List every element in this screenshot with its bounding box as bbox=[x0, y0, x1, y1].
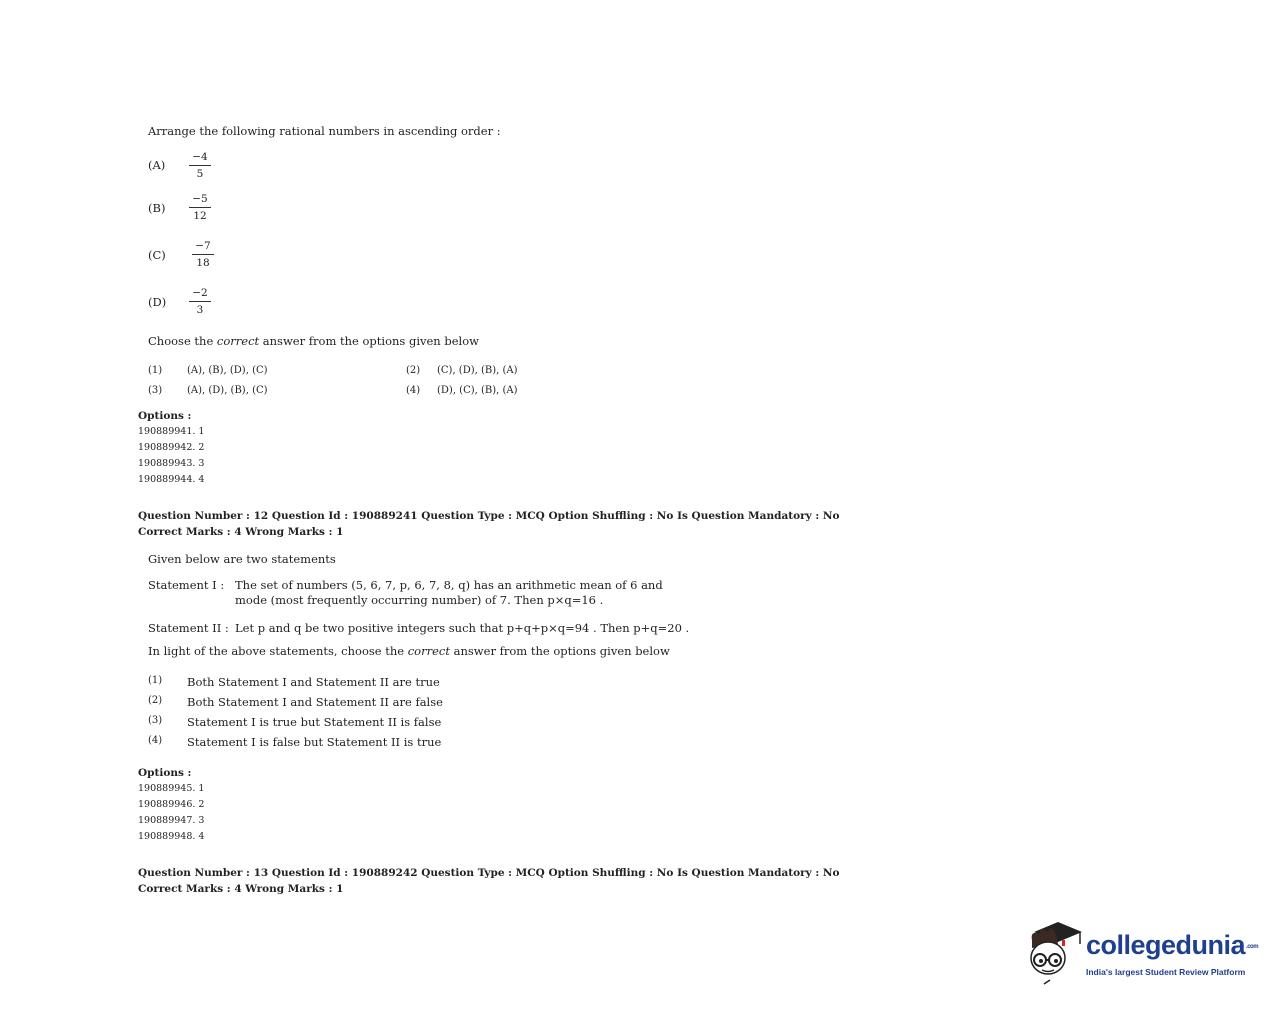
answer-number: (3) bbox=[148, 715, 163, 726]
option-id: 190889943. 3 bbox=[138, 458, 205, 469]
fraction-a bbox=[189, 151, 211, 181]
mascot-icon bbox=[1024, 918, 1086, 988]
question-prompt: Arrange the following rational numbers in ascending order : bbox=[148, 124, 501, 138]
logo-name bbox=[1086, 930, 1258, 961]
answer-number: (2) bbox=[406, 365, 421, 376]
question-meta: Question Number : 12 Question Id : 190889241 Question Type : MCQ Option Shuffling : No Is Question Mandatory : No bbox=[138, 510, 840, 522]
statement-1-line1: The set of numbers (5, 6, 7, p, 6, 7, 8, q) has an arithmetic mean of 6 and bbox=[235, 578, 663, 592]
option-id: 190889946. 2 bbox=[138, 799, 205, 810]
answer-text: Both Statement I and Statement II are false bbox=[187, 695, 443, 709]
item-label-d: (D) bbox=[148, 295, 167, 309]
numerator: −2 bbox=[189, 287, 211, 302]
answer-number: (2) bbox=[148, 695, 163, 706]
answer-number: (1) bbox=[148, 675, 163, 686]
item-label-b: (B) bbox=[148, 201, 166, 215]
statement-2-label: Statement II : bbox=[148, 621, 229, 635]
statement-1-line2: mode (most frequently occurring number) of 7. Then p×q=16 . bbox=[235, 593, 604, 607]
statement-1-label: Statement I : bbox=[148, 578, 225, 592]
answer-number: (4) bbox=[148, 735, 163, 746]
fraction-b bbox=[189, 193, 211, 223]
light-emphasis: correct bbox=[407, 644, 450, 658]
logo-wordmark: collegedunia bbox=[1086, 930, 1246, 960]
option-id: 190889942. 2 bbox=[138, 442, 205, 453]
item-label-c: (C) bbox=[148, 248, 166, 262]
fraction-c bbox=[192, 240, 214, 270]
light-text-end: answer from the options given below bbox=[449, 644, 670, 658]
answer-text: (A), (D), (B), (C) bbox=[187, 385, 268, 396]
answer-text: Statement I is true but Statement II is false bbox=[187, 715, 442, 729]
answer-text: (D), (C), (B), (A) bbox=[437, 385, 518, 396]
question-marks: Correct Marks : 4 Wrong Marks : 1 bbox=[138, 526, 344, 538]
numerator: −5 bbox=[189, 193, 211, 208]
answer-number: (1) bbox=[148, 365, 163, 376]
light-instruction bbox=[148, 644, 670, 658]
answer-text: (A), (B), (D), (C) bbox=[187, 365, 268, 376]
option-id: 190889948. 4 bbox=[138, 831, 205, 842]
choose-instruction bbox=[148, 334, 479, 348]
question-marks: Correct Marks : 4 Wrong Marks : 1 bbox=[138, 883, 344, 895]
collegedunia-logo bbox=[1024, 918, 1274, 988]
item-label-a: (A) bbox=[148, 158, 166, 172]
fraction-d bbox=[189, 287, 211, 317]
question-meta: Question Number : 13 Question Id : 190889242 Question Type : MCQ Option Shuffling : No Is Question Mandatory : No bbox=[138, 867, 840, 879]
option-id: 190889945. 1 bbox=[138, 783, 205, 794]
option-id: 190889941. 1 bbox=[138, 426, 205, 437]
answer-text: Statement I is false but Statement II is true bbox=[187, 735, 442, 749]
light-text: In light of the above statements, choose the bbox=[148, 644, 408, 658]
denominator: 3 bbox=[196, 304, 204, 316]
denominator: 12 bbox=[193, 210, 207, 222]
denominator: 5 bbox=[196, 168, 204, 180]
choose-text-end: answer from the options given below bbox=[259, 334, 479, 348]
options-label: Options : bbox=[138, 767, 192, 779]
answer-number: (4) bbox=[406, 385, 421, 396]
logo-suffix: .com bbox=[1246, 943, 1259, 950]
question-intro: Given below are two statements bbox=[148, 552, 336, 566]
numerator: −7 bbox=[192, 240, 214, 255]
statement-2-text: Let p and q be two positive integers such that p+q+p×q=94 . Then p+q=20 . bbox=[235, 621, 690, 635]
answer-text: Both Statement I and Statement II are true bbox=[187, 675, 440, 689]
option-id: 190889947. 3 bbox=[138, 815, 205, 826]
option-id: 190889944. 4 bbox=[138, 474, 205, 485]
logo-tagline: India's largest Student Review Platform bbox=[1086, 967, 1246, 977]
choose-text: Choose the bbox=[148, 334, 217, 348]
options-label: Options : bbox=[138, 410, 192, 422]
numerator: −4 bbox=[189, 151, 211, 166]
choose-emphasis: correct bbox=[216, 334, 260, 348]
answer-text: (C), (D), (B), (A) bbox=[437, 365, 518, 376]
answer-number: (3) bbox=[148, 385, 163, 396]
denominator: 18 bbox=[196, 257, 210, 269]
